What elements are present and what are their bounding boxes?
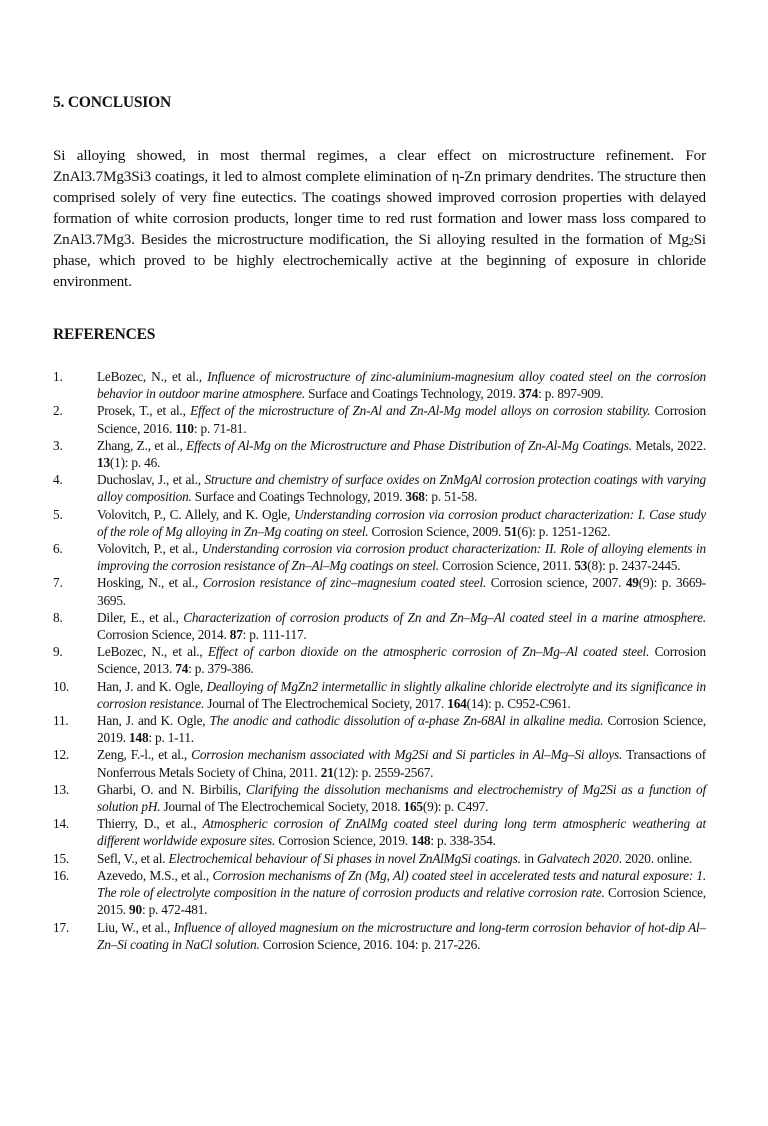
reference-item xyxy=(53,867,706,919)
reference-authors: Prosek, T., et al., xyxy=(97,403,191,419)
reference-conference: Galvatech 2020 xyxy=(536,850,619,866)
reference-text xyxy=(97,402,706,436)
reference-title: Corrosion mechanism associated with Mg2Si and Si particles in Al–Mg–Si alloys. xyxy=(191,747,623,763)
reference-text xyxy=(97,609,706,643)
reference-source: Corrosion science, 2007. xyxy=(486,575,626,591)
reference-text xyxy=(97,815,706,849)
reference-volume: 87 xyxy=(229,627,243,643)
reference-pages: : p. 338-354. xyxy=(430,833,496,849)
reference-number: 2. xyxy=(53,403,63,419)
reference-text xyxy=(97,712,706,746)
reference-source: Surface and Coatings Technology, 2019. xyxy=(191,489,406,505)
reference-item xyxy=(53,712,706,746)
reference-volume: 165 xyxy=(403,799,423,815)
reference-title: Structure and chemistry of surface oxides on ZnMgAl corrosion protection coatings with varying alloy composition. xyxy=(97,472,706,505)
reference-volume: 90 xyxy=(129,902,142,918)
reference-item xyxy=(53,574,706,608)
reference-number: 6. xyxy=(53,541,63,557)
reference-pages: : p. 379-386. xyxy=(188,661,254,677)
paragraph-text: Si alloying showed, in most thermal regimes, a clear effect on microstructure refinement. For ZnAl3.7Mg3Si3 coatings, it led to almost complete elimination of η-Zn primary dendrites. The structure then comprised solely of very fine eutectics. The coatings showed improved corrosion properties with delayed formation of white corrosion products, longer time to red rust formation and lower mass loss compared to ZnAl3.7Mg3. Besides the microstructure modification, the Si alloying resulted in the formation of Mg xyxy=(53,147,706,248)
reference-item xyxy=(53,781,706,815)
reference-authors: Zeng, F.-l., et al., xyxy=(97,747,192,763)
reference-authors: Liu, W., et al., xyxy=(97,919,174,935)
reference-authors: Zhang, Z., et al., xyxy=(97,437,187,453)
reference-authors: Sefl, V., et al. xyxy=(97,850,169,866)
reference-authors: Volovitch, P., et al., xyxy=(97,541,202,557)
reference-number: 14. xyxy=(53,816,70,832)
reference-title: Atmospheric corrosion of ZnAlMg coated steel during long term atmospheric weathering at different worldwide exposure sites. xyxy=(97,816,706,849)
reference-volume: 368 xyxy=(405,489,425,505)
reference-pages: . 2020. online. xyxy=(618,850,693,866)
reference-authors: Gharbi, O. and N. Birbilis, xyxy=(97,781,246,797)
reference-source: Metals, 2022. xyxy=(631,437,706,453)
reference-title: Influence of microstructure of zinc-aluminium-magnesium alloy coated steel on the corrosion behavior in outdoor marine atmosphere. xyxy=(97,369,706,402)
reference-pages: : p. 71-81. xyxy=(193,420,247,436)
reference-number: 1. xyxy=(53,369,63,384)
subscript-text: 2 xyxy=(688,237,694,248)
reference-volume: 13 xyxy=(97,455,110,471)
reference-text xyxy=(97,574,706,608)
reference-authors: Diler, E., et al., xyxy=(97,609,184,625)
reference-title: Clarifying the dissolution mechanisms and electrochemistry of Mg2Si as a function of solution pH. xyxy=(97,781,707,815)
reference-authors: Han, J. and K. Ogle, xyxy=(97,678,207,694)
reference-pages: (1): p. 46. xyxy=(109,455,161,471)
reference-source: in xyxy=(520,850,537,866)
reference-item xyxy=(53,540,706,574)
reference-number: 8. xyxy=(53,609,63,625)
reference-number: 10. xyxy=(53,678,70,694)
reference-pages: (9): p. 3669-3695. xyxy=(97,575,706,608)
reference-source: Corrosion Science, 2013. xyxy=(97,644,706,677)
reference-authors: LeBozec, N., et al., xyxy=(97,644,208,660)
reference-source: Corrosion Science, 2009. xyxy=(368,523,505,539)
reference-text xyxy=(97,781,706,815)
reference-text xyxy=(97,437,706,471)
reference-authors: Hosking, N., et al., xyxy=(97,575,203,591)
reference-number: 9. xyxy=(53,644,63,660)
reference-number: 12. xyxy=(53,747,70,763)
references-heading: REFERENCES xyxy=(53,326,156,343)
reference-item xyxy=(53,919,706,953)
reference-pages: (6): p. 1251-1262. xyxy=(517,523,611,539)
reference-text xyxy=(97,678,706,712)
reference-number: 4. xyxy=(53,472,63,488)
reference-pages: : p. 51-58. xyxy=(424,489,478,505)
reference-volume: 148 xyxy=(129,730,149,746)
reference-source: Transactions of Nonferrous Metals Society of China, 2011. xyxy=(97,747,706,780)
reference-source: Corrosion Science, 2015. xyxy=(97,885,706,918)
reference-text xyxy=(97,643,706,677)
reference-source: Corrosion Science, 2016. 104: p. 217-226. xyxy=(259,936,481,952)
reference-volume: 21 xyxy=(320,764,334,780)
reference-title: The anodic and cathodic dissolution of α-phase Zn-68Al in alkaline media. xyxy=(209,713,604,729)
reference-number: 5. xyxy=(53,506,63,522)
reference-source: Corrosion Science, 2019. xyxy=(97,713,706,746)
reference-title: Dealloying of MgZn2 intermetallic in slightly alkaline chloride electrolyte and its significance in corrosion resistance. xyxy=(97,678,706,711)
reference-list xyxy=(53,368,706,953)
reference-number: 15. xyxy=(53,850,70,866)
reference-title: Corrosion resistance of zinc–magnesium coated steel. xyxy=(202,575,487,591)
reference-item xyxy=(53,815,706,849)
reference-pages: : p. 472-481. xyxy=(141,902,208,918)
reference-item xyxy=(53,850,706,867)
reference-item xyxy=(53,506,706,540)
reference-pages: (12): p. 2559-2567. xyxy=(333,764,434,780)
reference-volume: 51 xyxy=(504,523,518,539)
reference-title: Characterization of corrosion products of Zn and Zn–Mg–Al coated steel in a marine atmosphere. xyxy=(183,609,706,625)
reference-pages: (8): p. 2437-2445. xyxy=(587,558,681,574)
reference-item xyxy=(53,471,706,505)
reference-volume: 164 xyxy=(447,695,467,711)
reference-source: Corrosion Science, 2014. xyxy=(97,627,230,643)
reference-source: Corrosion Science, 2019. xyxy=(275,833,412,849)
reference-text xyxy=(97,746,706,780)
reference-text xyxy=(97,850,706,867)
reference-authors: Duchoslav, J., et al., xyxy=(97,472,205,488)
reference-item xyxy=(53,437,706,471)
reference-authors: LeBozec, N., et al., xyxy=(97,369,208,384)
reference-text xyxy=(97,506,706,540)
reference-item xyxy=(53,609,706,643)
reference-item xyxy=(53,368,706,402)
reference-title: Influence of alloyed magnesium on the microstructure and long-term corrosion behavior of hot-dip Al–Zn–Si coating in NaCl solution. xyxy=(97,919,707,952)
reference-title: Corrosion mechanisms of Zn (Mg, Al) coated steel in accelerated tests and natural exposure: 1. The role of electrolyte composition in the nature of corrosion products and relative corrosion rate. xyxy=(97,867,706,901)
reference-title: Effect of the microstructure of Zn-Al and Zn-Al-Mg model alloys on corrosion stability. xyxy=(190,403,651,419)
reference-pages: : p. 1-11. xyxy=(148,730,194,746)
reference-title: Effect of carbon dioxide on the atmospheric corrosion of Zn–Mg–Al coated steel. xyxy=(208,644,650,660)
reference-number: 3. xyxy=(53,437,63,453)
reference-text xyxy=(97,471,706,505)
conclusion-heading: 5. CONCLUSION xyxy=(53,94,171,111)
reference-source: Corrosion Science, 2011. xyxy=(438,558,575,574)
reference-pages: : p. 111-117. xyxy=(242,627,307,643)
reference-volume: 374 xyxy=(518,386,539,402)
reference-title: Understanding corrosion via corrosion product characterization: II. Role of alloying elements in improving the corrosion resistance of Zn–Al–Mg coatings on steel. xyxy=(97,541,706,574)
reference-item xyxy=(53,678,706,712)
reference-text xyxy=(97,919,706,953)
paragraph-text: Si phase, which proved to be highly electrochemically active at the beginning of exposure in chloride environment. xyxy=(53,231,706,290)
reference-volume: 53 xyxy=(574,558,588,574)
reference-volume: 49 xyxy=(625,575,639,591)
reference-pages: (9): p. C497. xyxy=(422,799,489,815)
reference-source: Surface and Coatings Technology, 2019. xyxy=(304,386,519,402)
reference-authors: Azevedo, M.S., et al., xyxy=(97,867,213,883)
reference-title: Electrochemical behaviour of Si phases in novel ZnAlMgSi coatings. xyxy=(168,850,521,866)
reference-authors: Thierry, D., et al., xyxy=(97,816,203,832)
reference-source: Journal of The Electrochemical Society, 2018. xyxy=(160,799,404,815)
reference-number: 7. xyxy=(53,575,63,591)
reference-volume: 74 xyxy=(175,661,189,677)
reference-source: Journal of The Electrochemical Society, 2017. xyxy=(204,695,448,711)
reference-item xyxy=(53,746,706,780)
reference-title: Effects of Al-Mg on the Microstructure and Phase Distribution of Zn-Al-Mg Coatings. xyxy=(186,437,632,453)
reference-text xyxy=(97,540,706,574)
reference-text xyxy=(97,368,706,402)
reference-number: 16. xyxy=(53,867,70,883)
reference-volume: 148 xyxy=(411,833,431,849)
reference-pages: : p. 897-909. xyxy=(538,386,604,402)
reference-source: Corrosion Science, 2016. xyxy=(97,403,706,436)
reference-number: 13. xyxy=(53,781,70,797)
reference-pages: (14): p. C952-C961. xyxy=(466,695,571,711)
reference-authors: Han, J. and K. Ogle, xyxy=(97,713,210,729)
reference-number: 11. xyxy=(53,713,69,729)
reference-number: 17. xyxy=(53,919,70,935)
reference-item xyxy=(53,402,706,436)
conclusion-paragraph xyxy=(53,145,706,292)
reference-volume: 110 xyxy=(175,420,194,436)
reference-title: Understanding corrosion via corrosion product characterization: I. Case study of the role of Mg alloying in Zn–Mg coating on steel. xyxy=(97,506,706,539)
reference-item xyxy=(53,643,706,677)
reference-authors: Volovitch, P., C. Allely, and K. Ogle, xyxy=(97,506,295,522)
reference-text xyxy=(97,867,706,919)
